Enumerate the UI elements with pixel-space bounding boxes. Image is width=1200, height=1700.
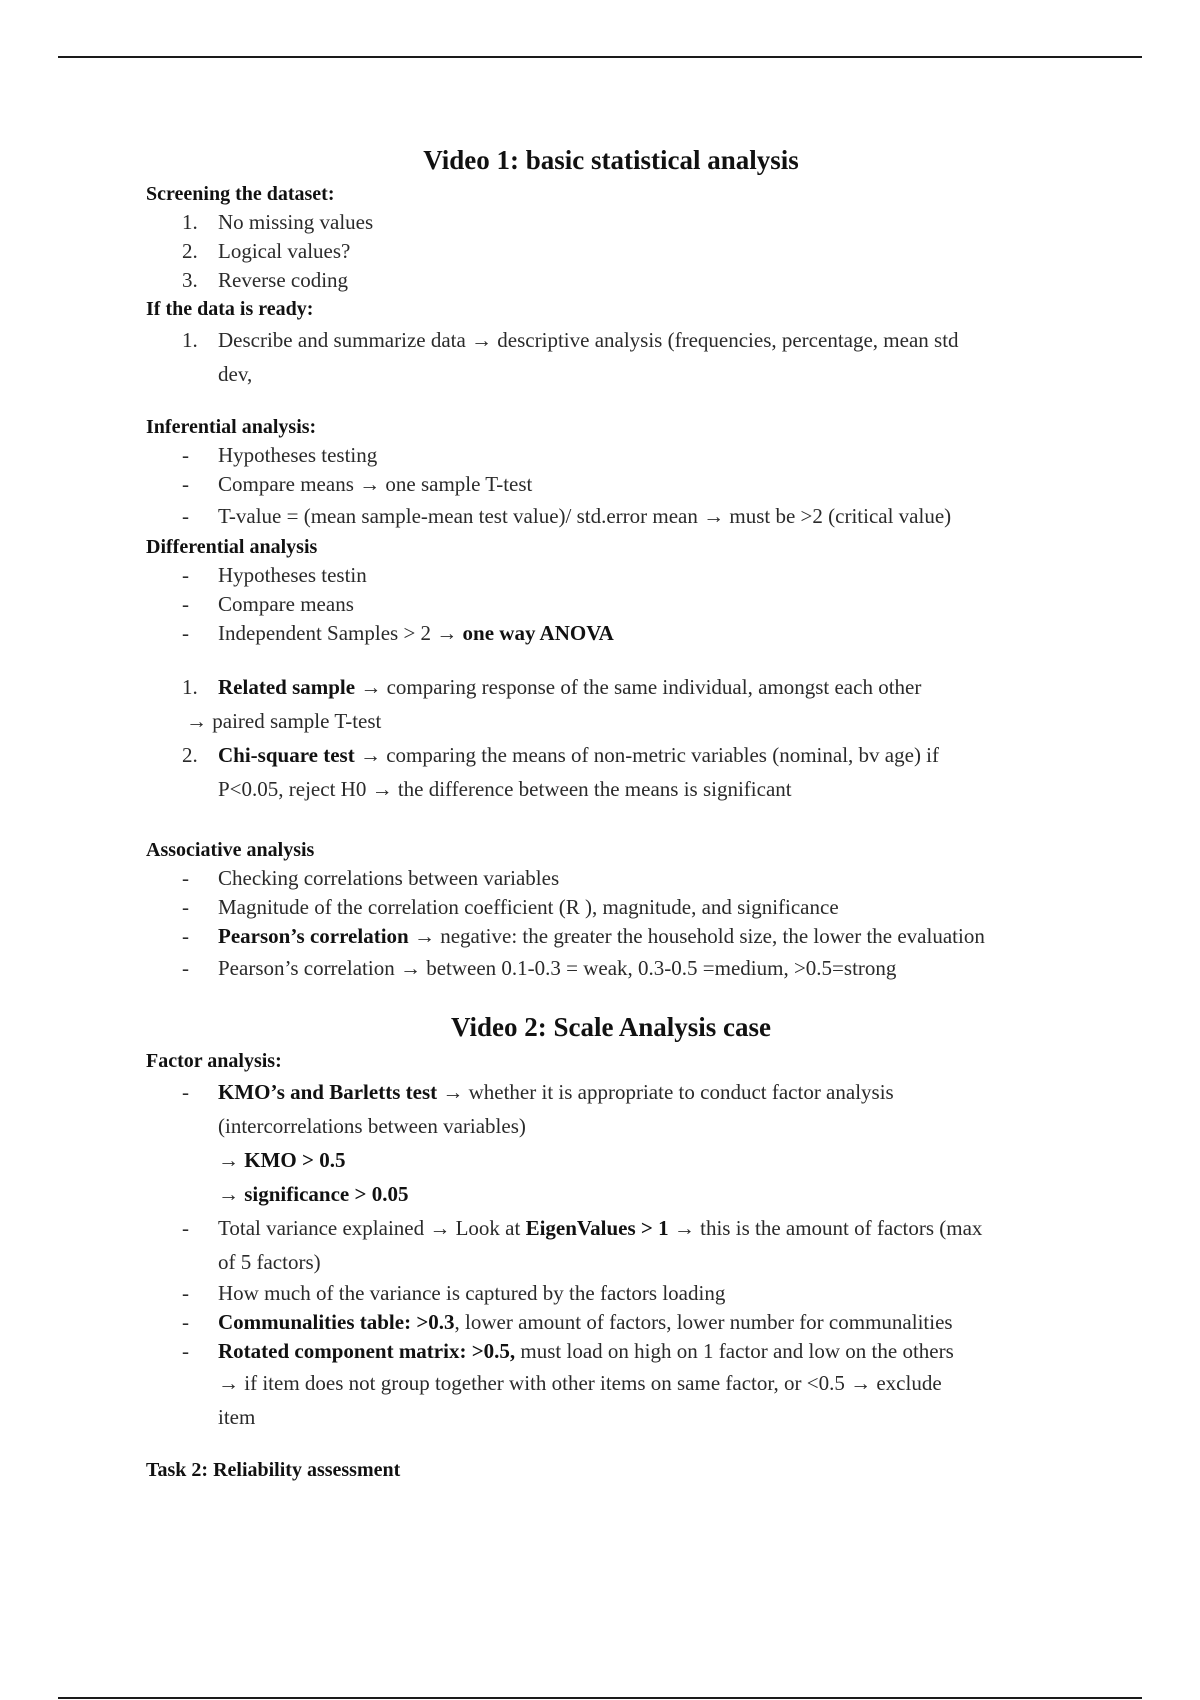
list-item-continuation: dev,	[218, 362, 253, 386]
top-rule	[58, 56, 1142, 58]
list-item-continuation: → if item does not group together with other items on same factor, or <0.5 → exclude	[218, 1371, 942, 1395]
list-item: 1. Describe and summarize data → descriptive analysis (frequencies, percentage, mean std	[182, 328, 959, 352]
factor-heading: Factor analysis:	[146, 1050, 282, 1072]
list-item: - Rotated component matrix: >0.5, must load on high on 1 factor and low on the others	[182, 1339, 954, 1363]
list-item-continuation: → paired sample T-test	[186, 709, 382, 733]
list-item: - Hypotheses testing	[182, 443, 378, 467]
bottom-rule	[58, 1697, 1142, 1699]
associative-heading: Associative analysis	[146, 839, 315, 861]
list-item: - Checking correlations between variables	[182, 866, 560, 890]
list-item: - Communalities table: >0.3, lower amount of factors, lower number for communalities	[182, 1310, 953, 1334]
list-item: 2. Chi-square test → comparing the means of non-metric variables (nominal, bv age) if	[182, 743, 940, 767]
document-page	[146, 140, 1076, 1484]
video2-title: Video 2: Scale Analysis case	[451, 1012, 771, 1042]
list-item: 3. Reverse coding	[182, 268, 349, 292]
list-item: - Pearson’s correlation → between 0.1-0.3 = weak, 0.3-0.5 =medium, >0.5=strong	[182, 956, 897, 980]
list-item: - How much of the variance is captured by the factors loading	[182, 1281, 726, 1305]
list-item-continuation: item	[218, 1405, 256, 1429]
list-item: - Compare means	[182, 592, 354, 616]
list-item: - Magnitude of the correlation coefficient (R ), magnitude, and significance	[182, 895, 839, 919]
screening-heading: Screening the dataset:	[146, 183, 335, 205]
differential-heading: Differential analysis	[146, 536, 318, 558]
list-item: 2. Logical values?	[182, 239, 351, 263]
list-item: - Pearson’s correlation → negative: the greater the household size, the lower the evaluation	[182, 924, 985, 948]
list-item: - Compare means → one sample T-test	[182, 472, 533, 496]
list-item: - Hypotheses testin	[182, 563, 367, 587]
list-item: 1. Related sample → comparing response of the same individual, amongst each other	[182, 675, 922, 699]
list-item: - T-value = (mean sample-mean test value)/ std.error mean → must be >2 (critical value)	[182, 504, 952, 528]
list-item-continuation: → significance > 0.05	[218, 1182, 409, 1206]
list-item-continuation: of 5 factors)	[218, 1250, 321, 1274]
task2-heading: Task 2: Reliability assessment	[146, 1459, 401, 1481]
video1-title: Video 1: basic statistical analysis	[423, 145, 799, 175]
list-item-continuation: (intercorrelations between variables)	[218, 1114, 526, 1138]
list-item: - Independent Samples > 2 → one way ANOVA	[182, 621, 614, 645]
list-item: - KMO’s and Barletts test → whether it is appropriate to conduct factor analysis	[182, 1080, 894, 1104]
ready-heading: If the data is ready:	[146, 298, 314, 320]
inferential-heading: Inferential analysis:	[146, 416, 317, 438]
list-item-continuation: → KMO > 0.5	[218, 1148, 346, 1172]
list-item: - Total variance explained → Look at EigenValues > 1 → this is the amount of factors (max	[182, 1216, 983, 1240]
list-item: 1. No missing values	[182, 210, 374, 234]
list-item-continuation: P<0.05, reject H0 → the difference between the means is significant	[218, 777, 792, 801]
